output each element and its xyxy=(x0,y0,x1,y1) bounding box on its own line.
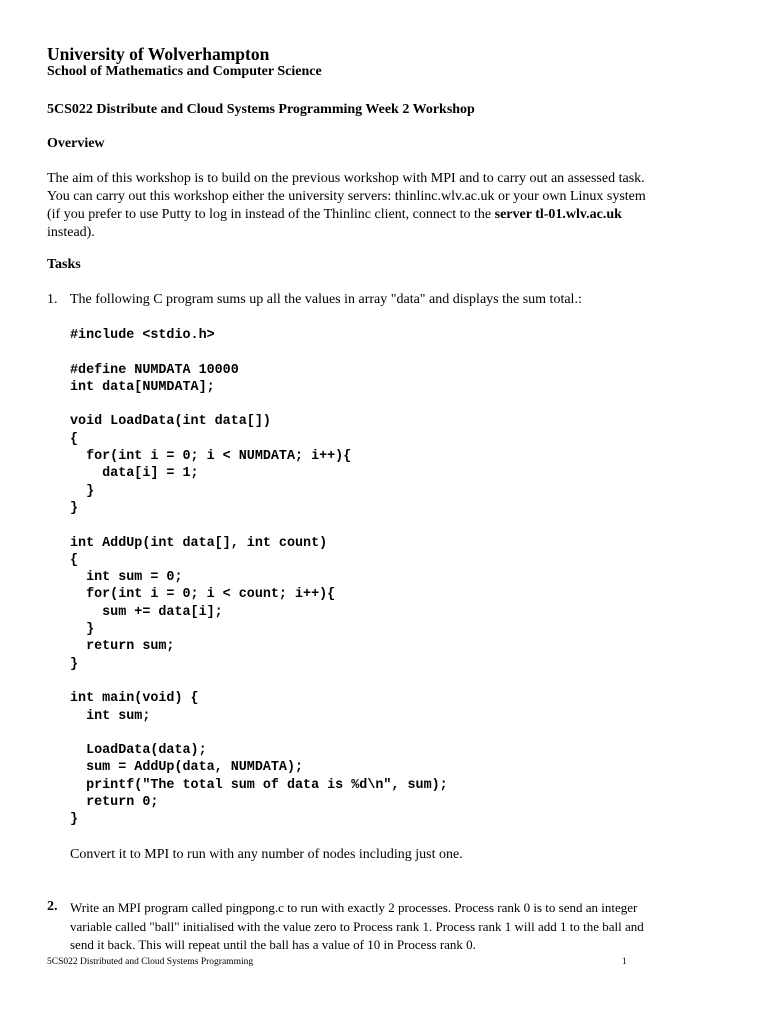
tasks-heading: Tasks xyxy=(47,257,81,272)
task-2-line-2: variable called "ball" initialised with the value zero to Process rank 1. Process rank 1 will add 1 to the ball and xyxy=(70,918,644,934)
task-2-description xyxy=(70,899,730,955)
overview-line-4: instead). xyxy=(47,225,95,240)
school-name: School of Mathematics and Computer Science xyxy=(47,64,322,79)
overview-line-3 xyxy=(47,206,727,224)
overview-line-3-text: (if you prefer to use Putty to log in instead of the Thinlinc client, connect to the xyxy=(47,207,495,222)
task-1-instruction: Convert it to MPI to run with any number of nodes including just one. xyxy=(70,847,463,862)
footer-course: 5CS022 Distributed and Cloud Systems Programming xyxy=(47,957,254,967)
task-2-line-3: send it back. This will repeat until the ball has a value of 10 in Process rank 0. xyxy=(70,937,476,952)
document-title: 5CS022 Distribute and Cloud Systems Programming Week 2 Workshop xyxy=(47,102,475,117)
code-listing: #include <stdio.h> #define NUMDATA 10000 int data[NUMDATA]; void LoadData(int data[]) { for(int i = 0; i < NUMDATA; i++){ data[i] = 1; } } int AddUp(int data[], int count) { int sum = 0; for(int i = 0; i < count; i++){ sum += data[i]; } return sum; } int main(void) { int sum; LoadData(data); sum = AddUp(data, NUMDATA); printf("The total sum of data is %d\n", sum); return 0; } xyxy=(70,328,448,828)
overview-heading: Overview xyxy=(47,136,105,151)
task-2-number: 2. xyxy=(47,899,58,914)
task-2-line-1: Write an MPI program called pingpong.c to run with exactly 2 processes. Process rank 0 is to send an integer xyxy=(70,900,638,915)
overview-paragraph xyxy=(47,170,727,242)
task-1-number: 1. xyxy=(47,292,58,307)
task-1-description: The following C program sums up all the values in array "data" and displays the sum total.: xyxy=(70,292,582,307)
server-name: server tl-01.wlv.ac.uk xyxy=(494,207,622,222)
university-name: University of Wolverhampton xyxy=(47,44,270,64)
page-number: 1 xyxy=(622,957,627,967)
overview-line-1: The aim of this workshop is to build on the previous workshop with MPI and to carry out an assessed task. xyxy=(47,171,645,186)
overview-line-2: You can carry out this workshop either the university servers: thinlinc.wlv.ac.uk or your own Linux system xyxy=(47,189,646,204)
